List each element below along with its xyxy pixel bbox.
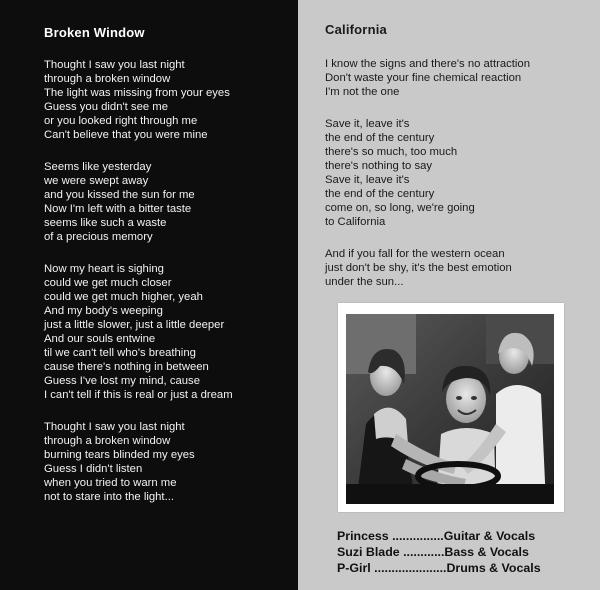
lyric-line: when you tried to warn me	[44, 477, 177, 489]
lyric-line: cause there's nothing in between	[44, 361, 209, 373]
band-photo-frame	[338, 303, 564, 512]
lyric-line: I know the signs and there's no attraction	[325, 58, 530, 70]
lyric-line: Guess I didn't listen	[44, 463, 143, 475]
california-lyrics	[325, 57, 530, 307]
lyric-line: of a precious memory	[44, 231, 153, 243]
lyric-line: burning tears blinded my eyes	[44, 449, 195, 461]
lyric-line: there's nothing to say	[325, 160, 433, 172]
lyric-line: come on, so long, we're going	[325, 202, 475, 214]
lyric-line: Now my heart is sighing	[44, 263, 164, 275]
band-credits	[337, 528, 541, 576]
lyric-line: not to stare into the light...	[44, 491, 174, 503]
lyric-line: Don't waste your fine chemical reaction	[325, 72, 522, 84]
lyric-line: could we get much higher, yeah	[44, 291, 203, 303]
lyric-line: through a broken window	[44, 73, 171, 85]
lyrics-stanza	[44, 160, 233, 244]
lyric-line: And my body's weeping	[44, 305, 163, 317]
band-photo	[346, 314, 554, 504]
lyric-line: Thought I saw you last night	[44, 59, 185, 71]
lyrics-stanza	[325, 247, 530, 289]
lyric-line: under the sun...	[325, 276, 404, 288]
lyric-line: Now I'm left with a bitter taste	[44, 203, 192, 215]
broken-window-lyrics	[44, 58, 233, 522]
credit-line: P-Girl .....................Drums & Vocals	[337, 561, 541, 575]
lyric-line: The light was missing from your eyes	[44, 87, 230, 99]
song-title-broken-window: Broken Window	[44, 25, 145, 40]
lyrics-stanza	[44, 420, 233, 504]
lyric-line: or you looked right through me	[44, 115, 198, 127]
lyric-line: Save it, leave it's	[325, 174, 410, 186]
lyrics-stanza	[44, 58, 233, 142]
lyric-line: could we get much closer	[44, 277, 172, 289]
lyrics-stanza	[325, 57, 530, 99]
lyric-line: just don't be shy, it's the best emotion	[325, 262, 512, 274]
credit-line: Princess ...............Guitar & Vocals	[337, 529, 536, 543]
lyric-line: just a little slower, just a little deeper	[44, 319, 225, 331]
right-panel	[298, 0, 600, 590]
lyric-line: there's so much, too much	[325, 146, 458, 158]
lyric-line: Can't believe that you were mine	[44, 129, 208, 141]
left-panel	[0, 0, 298, 590]
lyric-line: and you kissed the sun for me	[44, 189, 195, 201]
lyric-line: we were swept away	[44, 175, 149, 187]
lyric-line: Guess I've lost my mind, cause	[44, 375, 200, 387]
lyric-line: Seems like yesterday	[44, 161, 152, 173]
lyrics-stanza	[44, 262, 233, 402]
lyric-line: I can't tell if this is real or just a dream	[44, 389, 233, 401]
lyric-line: Save it, leave it's	[325, 118, 410, 130]
credit-line: Suzi Blade ............Bass & Vocals	[337, 545, 529, 559]
lyric-line: the end of the century	[325, 132, 435, 144]
lyrics-stanza	[325, 117, 530, 229]
lyric-line: And our souls entwine	[44, 333, 156, 345]
lyric-line: to California	[325, 216, 386, 228]
lyric-line: I'm not the one	[325, 86, 400, 98]
lyric-line: And if you fall for the western ocean	[325, 248, 505, 260]
lyric-line: Guess you didn't see me	[44, 101, 168, 113]
lyric-line: the end of the century	[325, 188, 435, 200]
lyric-line: til we can't tell who's breathing	[44, 347, 196, 359]
song-title-california: California	[325, 22, 387, 37]
lyric-line: Thought I saw you last night	[44, 421, 185, 433]
lyric-line: through a broken window	[44, 435, 171, 447]
lyric-line: seems like such a waste	[44, 217, 167, 229]
